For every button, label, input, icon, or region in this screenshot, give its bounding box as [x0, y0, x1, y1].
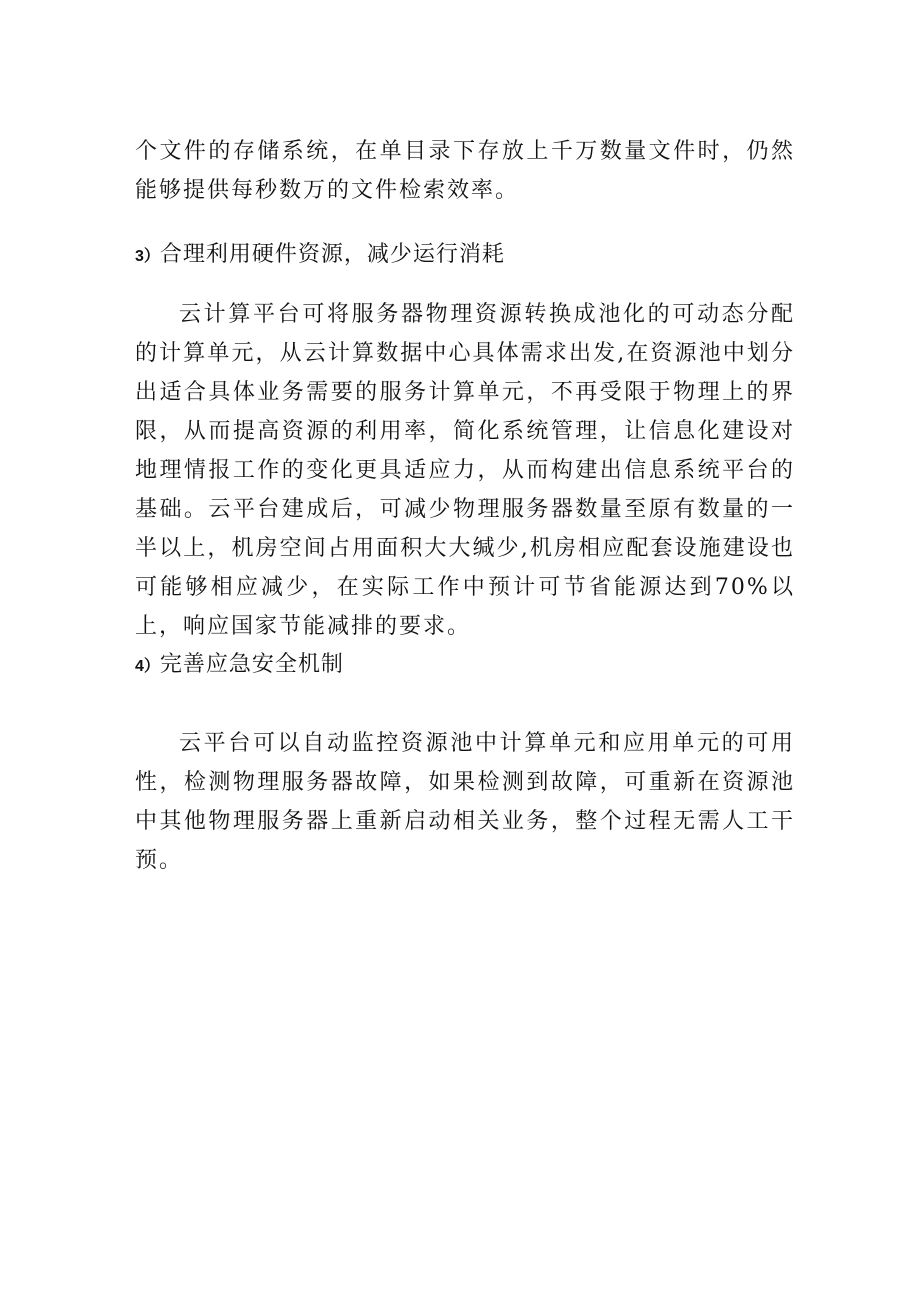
- section-3-paragraph: 云计算平台可将服务器物理资源转换成池化的可动态分配的计算单元，从云计算数据中心具体需求出发,在资源池中划分出适合具体业务需要的服务计算单元，不再受限于物理上的界限，从而提高资源的利用率，简化系统管理，让信息化建设对地理情报工作的变化更具适应力，从而构建出信息系统平台的基础。云平台建成后，可减少物理服务器数量至原有数量的一半以上，机房空间占用面积大大缄少,机房相应配套设施建设也可能够相应减少，在实际工作中预计可节省能源达到70%以上，响应国家节能减排的要求。: [135, 302, 795, 639]
- paragraph-continuation: 个文件的存储系统，在单目录下存放上千万数量文件时，仍然能够提供每秒数万的文件检索效率。: [135, 139, 795, 203]
- section-4-heading: [135, 650, 344, 682]
- section-4-number: 4）: [135, 658, 160, 675]
- section-3-number: 3）: [135, 248, 160, 265]
- section-3-heading: [135, 240, 505, 272]
- section-4-title: 完善应急安全机制: [159, 652, 344, 677]
- section-4-paragraph: 云平台可以自动监控资源池中计算单元和应用单元的可用性，检测物理服务器故障，如果检测到故障，可重新在资源池中其他物理服务器上重新启动相关业务，整个过程无需人工干预。: [135, 731, 795, 873]
- section-3-title: 合理利用硬件资源，减少运行消耗: [159, 242, 505, 267]
